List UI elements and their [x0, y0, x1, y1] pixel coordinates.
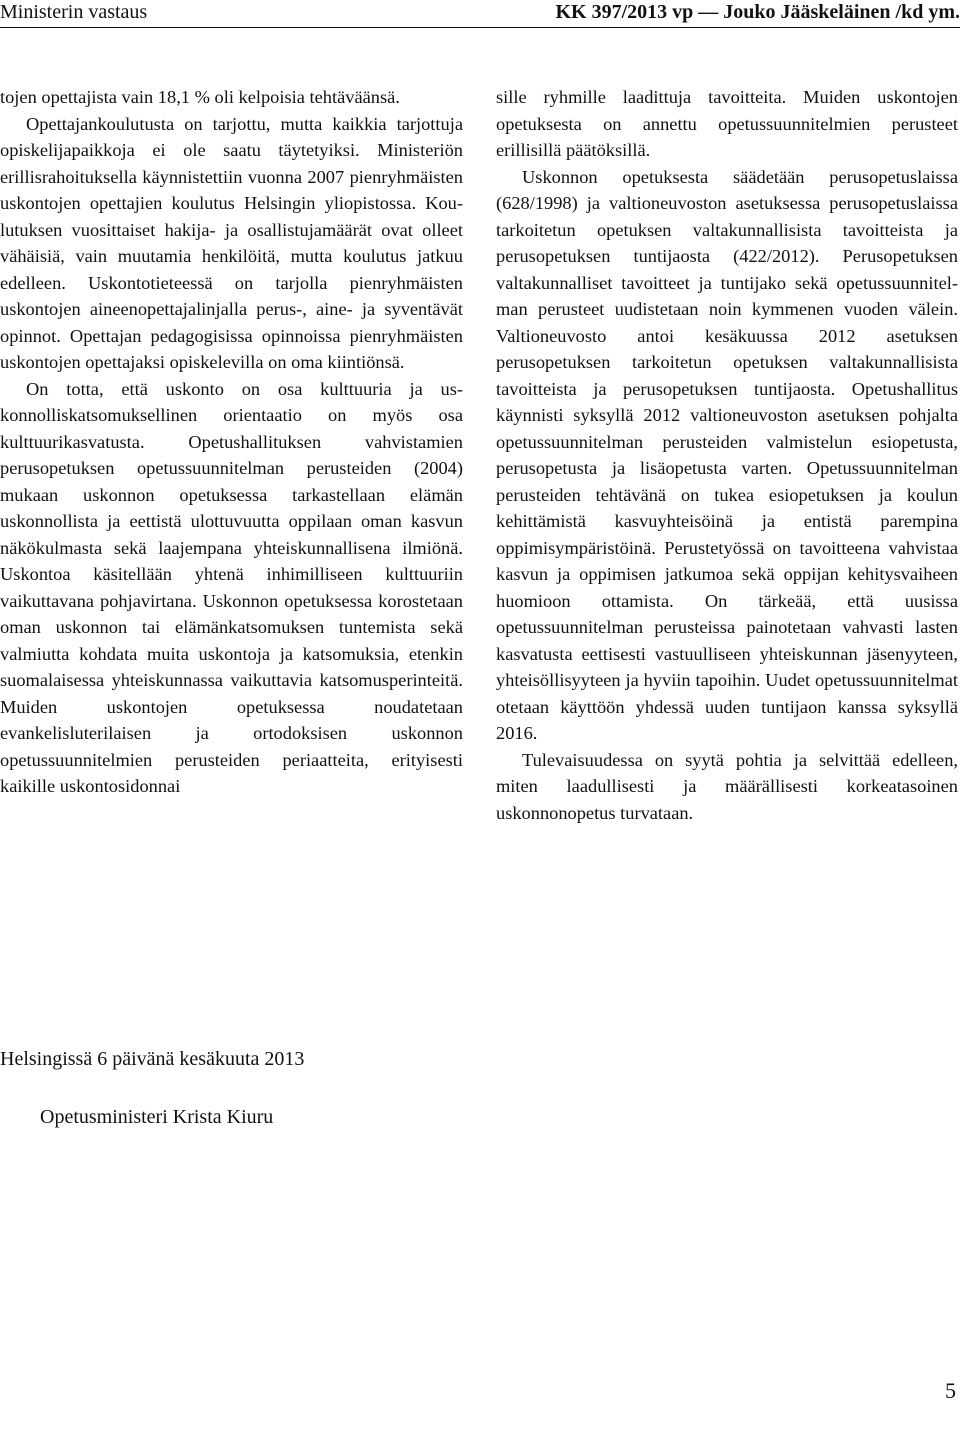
left-paragraph-2: Opettajankoulutusta on tarjottu, mutta kaikkia tarjottuja opiskelijapaikkoja ei ole saatu täytetyiksi. Ministeriön erillisrahoituksella käynnistettiin vuonna 2007 pienryhmäisten uskontojen opettajien koulutus Helsingin yliopistossa. Koulutuksen vuosittaiset hakija- ja osallistujamäärät ovat olleet vähäisiä, vain muutamia henkilöitä, mutta koulutus jatkuu edelleen. Uskontotieteessä on tarjolla pienryhmäisten uskontojen aineenopettajalinjalla perus-, aine- ja syventävät opinnot. Opettajan pedagogisissa opinnoissa pienryhmäisten uskontojen opettajaksi opiskelevilla on oma kiintiönsä. — [0, 113, 463, 372]
page-header — [0, 0, 960, 24]
left-paragraph-1: tojen opettajista vain 18,1 % oli kelpoisia tehtäväänsä. — [0, 87, 400, 107]
left-paragraph-3: On totta, että uskonto on osa kulttuuria ja uskonnolliskatsomuksellinen orientaatio on myös osa kulttuurikasvatusta. Opetushallituksen vahvistamien perusopetuksen opetussuunnitelman perusteiden (2004) mukaan uskonnon opetuksessa tarkastellaan elämän uskonnollista ja eettistä ulottuvuutta oppilaan oman kasvun näkökulmasta sekä laajempana yhteiskunnallisena ilmiönä. Uskontoa käsitellään yhtenä inhimilliseen kulttuuriin vaikuttavana pohjavirtana. Uskonnon opetuksessa korostetaan oman uskonnon tai elämänkatsomuksen tuntemista sekä valmiutta kohdata muita uskontoja ja katsomuksia, etenkin suomalaisessa yhteiskunnassa vaikuttavia katsomusperinteitä. Muiden uskontojen opetuksessa noudatetaan evankelisluterilaisen ja ortodoksisen uskonnon opetussuunnitelmien perusteiden periaatteita, erityisesti kaikille uskontosidonnai — [0, 378, 463, 796]
minister-signature: Opetusministeri Krista Kiuru — [40, 1106, 274, 1128]
right-paragraph-2: Uskonnon opetuksesta säädetään perusopetuslaissa (628/1998) ja valtioneuvoston asetuksessa perusopetuslaissa tarkoitetun opetuksen valtakunnallisista tavoitteista ja perusopetuksen tuntijaosta (422/2012). Perusopetuksen valtakunnalliset tavoitteet ja tuntijako sekä opetussuunnitelman perusteet uudistetaan noin kymmenen vuoden välein. Valtioneuvosto antoi kesäkuussa 2012 asetuksen perusopetuksen tarkoitetun opetuksen valtakunnallisista tavoitteista ja perusopetuksen tuntijaosta. Opetushallitus käynnisti syksyllä 2012 valtioneuvoston asetuksen pohjalta opetussuunnitelman perusteiden valmistelun esiopetusta, perusopetusta ja lisäopetusta varten. Opetussuunnitelman perusteiden tehtävänä on tukea esiopetuksen ja koulun kehittämistä kasvuyhteisöinä ja entistä parempina oppimisympäristöinä. Perustetyössä on tavoitteena vahvistaa kasvun ja oppimisen jatkumoa sekä oppijan kehitysvaiheen huomioon ottamista. On tärkeää, että uusissa opetussuunnitelman perusteissa painotetaan vahvasti lasten kasvatusta eettisesti vastuulliseen yhteiskunnan jäsenyyteen, yhteisöllisyyteen ja hyviin tapoihin. Uudet opetussuunnitelmat otetaan käyttöön yhdessä uuden tuntijaon kanssa syksyllä 2016. — [496, 166, 958, 743]
header-divider — [0, 27, 960, 28]
place-date-line: Helsingissä 6 päivänä kesäkuuta 2013 — [0, 1048, 305, 1070]
left-text-column — [0, 84, 463, 800]
header-section-title: Ministerin vastaus — [0, 1, 148, 23]
right-paragraph-3: Tulevaisuudessa on syytä pohtia ja selvittää edelleen, miten laadullisesti ja määrällisesti korkeatasoinen uskonnonopetus turvataan. — [496, 749, 958, 823]
right-paragraph-1: sille ryhmille laadittuja tavoitteita. Muiden uskontojen opetuksesta on annettu opetussuunnitelmien perusteet erillisillä päätöksillä. — [496, 87, 958, 160]
right-text-column — [496, 84, 958, 826]
page-number: 5 — [945, 1378, 956, 1403]
header-document-reference: KK 397/2013 vp — Jouko Jääskeläinen /kd ym. — [555, 1, 960, 23]
